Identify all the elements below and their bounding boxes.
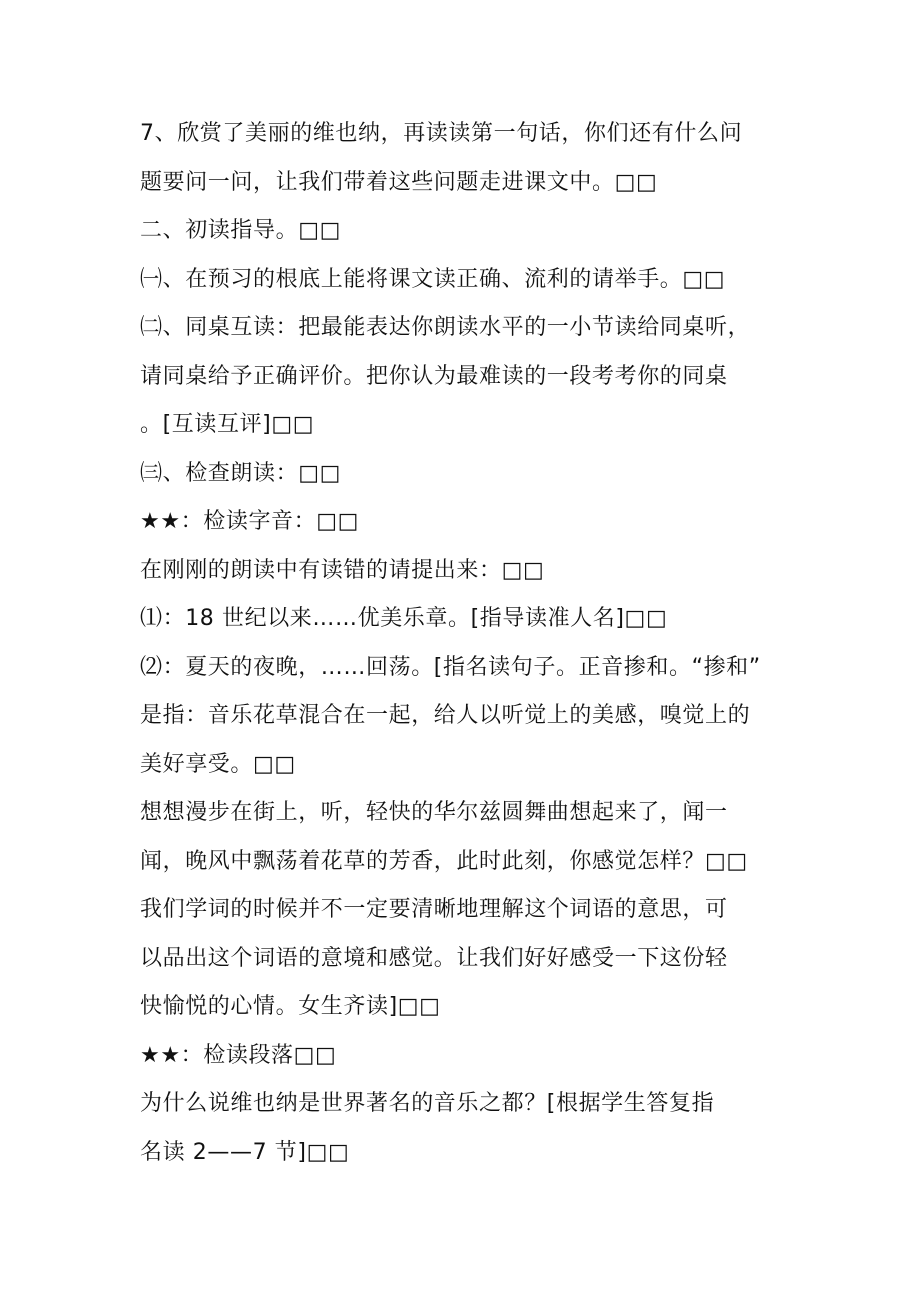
- text-line: 名读 2——7 节]□□: [140, 1139, 350, 1165]
- text-line: 美好享受。□□: [140, 751, 296, 777]
- text-line: 请同桌给予正确评价。把你认为最难读的一段考考你的同桌: [140, 363, 728, 389]
- subsection-heading: ㈢、检查朗读：□□: [140, 460, 341, 486]
- text-line: 以品出这个词语的意境和感觉。让我们好好感受一下这份轻: [140, 945, 728, 971]
- text-line: ⑵：夏天的夜晚，……回荡。[指名读句子。正音掺和。“掺和”: [140, 654, 761, 680]
- text-line: ㈡、同桌互读：把最能表达你朗读水平的一小节读给同桌听，: [140, 315, 751, 340]
- text-line: 想想漫步在街上，听，轻快的华尔兹圆舞曲想起来了，闻一: [140, 800, 728, 825]
- text-line: 。[互读互评]□□: [140, 412, 315, 437]
- section-heading: 二、初读指导。□□: [140, 218, 341, 243]
- text-line: ㈠、在预习的根底上能将课文读正确、流利的请举手。□□: [140, 266, 726, 292]
- lesson-plan-text: [140, 110, 780, 1177]
- text-line: 题要问一问，让我们带着这些问题走进课文中。□□: [140, 169, 658, 195]
- text-line: 7、欣赏了美丽的维也纳，再读读第一句话，你们还有什么问: [140, 121, 743, 146]
- text-line: 为什么说维也纳是世界著名的音乐之都？[根据学生答复指: [140, 1091, 715, 1116]
- text-line: 是指：音乐花草混合在一起，给人以听觉上的美感，嗅觉上的: [140, 703, 751, 728]
- text-line: 闻，晚风中飘荡着花草的芳香，此时此刻，你感觉怎样？□□: [140, 848, 748, 874]
- text-line: 我们学词的时候并不一定要清晰地理解这个词语的意思，可: [140, 897, 728, 922]
- text-line: 快愉悦的心情。女生齐读]□□: [140, 994, 441, 1019]
- text-line: ⑴：18 世纪以来……优美乐章。[指导读准人名]□□: [140, 606, 668, 631]
- text-line: ★★：检读段落□□: [140, 1042, 337, 1068]
- text-line: 在刚刚的朗读中有读错的请提出来：□□: [140, 557, 545, 583]
- text-line: ★★：检读字音：□□: [140, 509, 360, 534]
